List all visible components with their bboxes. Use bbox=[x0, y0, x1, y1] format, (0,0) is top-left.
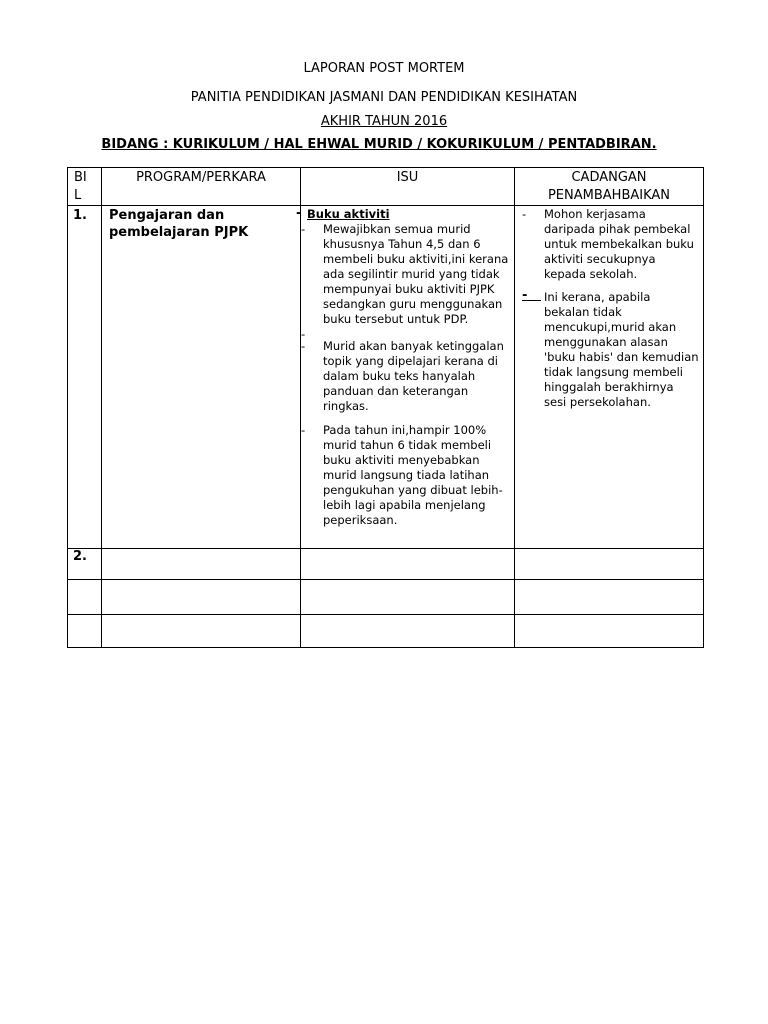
cadangan-item-1 bbox=[522, 207, 699, 282]
row1-bil-text: 1. bbox=[73, 208, 87, 223]
row2-isu bbox=[301, 549, 515, 580]
cadangan-item-2-body: Ini kerana, apabila bekalan tidak mencukupi,murid akan menggunakan alasan 'buku habis' dan kemudian tidak langsung membeli hinggalah berakhirnya sesi persekolahan. bbox=[544, 290, 699, 409]
post-mortem-table bbox=[67, 167, 704, 648]
row1-program bbox=[102, 206, 301, 549]
bullet-dash-icon: - bbox=[301, 423, 306, 437]
row1-isu bbox=[296, 206, 515, 549]
table-row bbox=[68, 615, 704, 648]
isu-item-1-body: Mewajibkan semua murid khususnya Tahun 4,5 dan 6 membeli buku aktiviti,ini kerana ada segilintir murid yang tidak mempunyai buku aktiviti PJPK sedangkan guru menggunakan buku tersebut untuk PDP. bbox=[323, 222, 509, 326]
row2-bil bbox=[68, 549, 102, 580]
table-row bbox=[68, 206, 704, 549]
row3-bil bbox=[68, 580, 102, 615]
column-header-isu: ISU bbox=[301, 168, 515, 206]
isu-title-bullet: - bbox=[296, 206, 302, 221]
column-header-bil bbox=[68, 168, 102, 206]
column-header-bil-text: BI L bbox=[74, 170, 87, 203]
row4-isu bbox=[301, 615, 515, 648]
column-header-cadangan: CADANGAN PENAMBAHBAIKAN bbox=[515, 168, 704, 206]
bullet-dash-icon: - bbox=[522, 207, 527, 221]
row1-bil bbox=[68, 206, 102, 549]
row1-program-text: Pengajaran dan pembelajaran PJPK bbox=[109, 208, 249, 240]
row3-program bbox=[102, 580, 301, 615]
table-header-row bbox=[68, 168, 704, 206]
bullet-dash-icon: - bbox=[301, 222, 306, 236]
table-row bbox=[68, 549, 704, 580]
document-title: LAPORAN POST MORTEM bbox=[303, 61, 465, 76]
isu-item-2 bbox=[301, 339, 510, 414]
isu-title: Buku aktiviti bbox=[307, 207, 390, 221]
row4-bil bbox=[68, 615, 102, 648]
isu-empty-bullet: - bbox=[301, 327, 306, 341]
isu-item-3 bbox=[301, 423, 510, 528]
isu-item-3-body: Pada tahun ini,hampir 100% murid tahun 6 tidak membeli buku aktiviti menyebabkan murid langsung tiada latihan pengukuhan yang dibuat lebih-lebih lagi apabila menjelang peperiksaan. bbox=[323, 423, 503, 527]
bullet-dash-icon: - bbox=[522, 288, 541, 303]
committee-heading: PANITIA PENDIDIKAN JASMANI DAN PENDIDIKAN KESIHATAN bbox=[190, 90, 578, 105]
isu-item-2-body: Murid akan banyak ketinggalan topik yang dipelajari kerana di dalam buku teks hanyalah panduan dan keterangan ringkas. bbox=[323, 339, 504, 413]
field-heading: BIDANG : KURIKULUM / HAL EHWAL MURID / KOKURIKULUM / PENTADBIRAN. bbox=[101, 137, 657, 152]
bullet-dash-icon: - bbox=[301, 339, 306, 353]
table-row bbox=[68, 580, 704, 615]
row2-program bbox=[102, 549, 301, 580]
cadangan-item-1-body: Mohon kerjasama daripada pihak pembekal untuk membekalkan buku aktiviti secukupnya kepada sekolah. bbox=[544, 207, 694, 281]
row4-program bbox=[102, 615, 301, 648]
cadangan-item-2 bbox=[522, 290, 699, 410]
column-header-program: PROGRAM/PERKARA bbox=[102, 168, 301, 206]
year-heading: AKHIR TAHUN 2016 bbox=[320, 114, 448, 129]
row2-bil-text: 2. bbox=[73, 549, 87, 564]
isu-item-1 bbox=[301, 222, 510, 327]
row2-cadangan bbox=[515, 549, 704, 580]
row1-cadangan bbox=[515, 206, 704, 549]
row3-isu bbox=[301, 580, 515, 615]
row4-cadangan bbox=[515, 615, 704, 648]
row3-cadangan bbox=[515, 580, 704, 615]
